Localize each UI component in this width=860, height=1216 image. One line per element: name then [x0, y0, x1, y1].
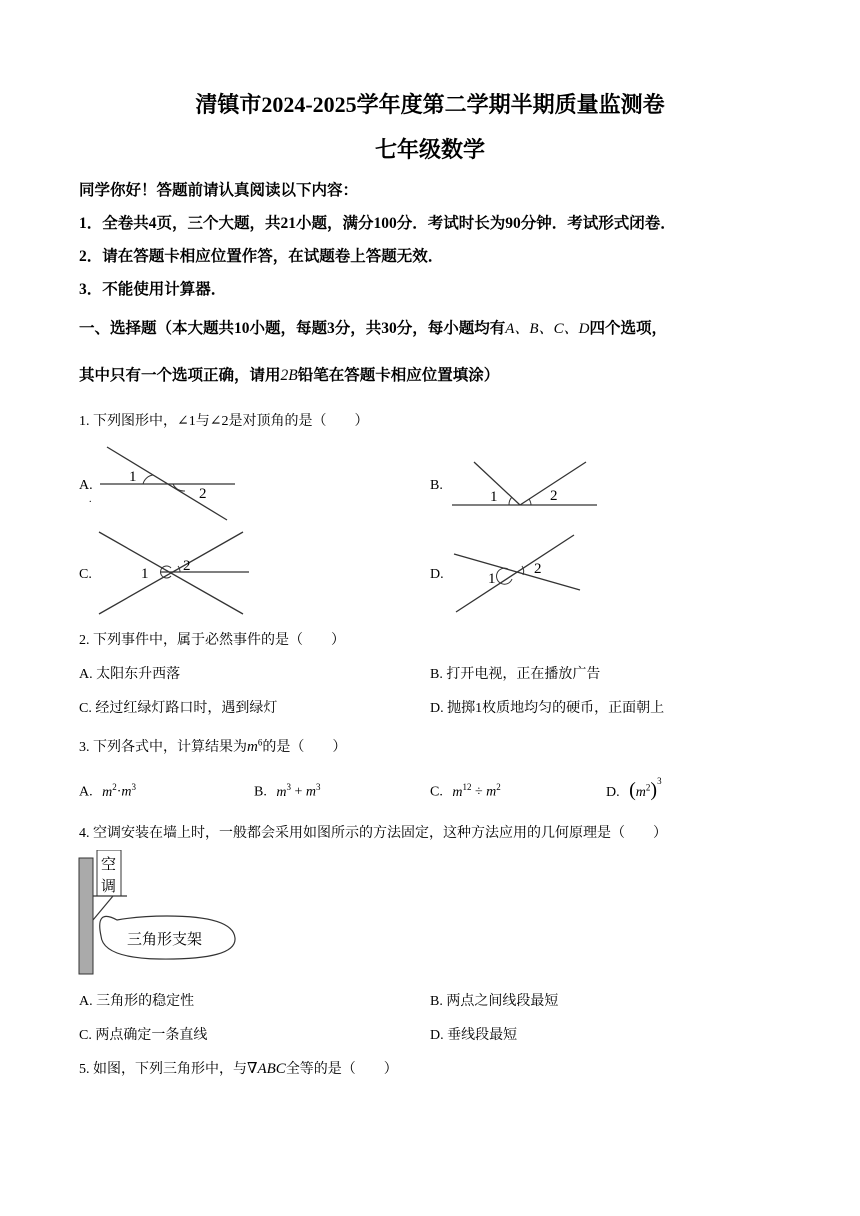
pencil-type: 2B	[280, 367, 298, 384]
q3-option-b: B. $m^3 + m^3$	[254, 782, 321, 800]
q2-stem: 2. 下列事件中，属于必然事件的是（ ）	[79, 633, 345, 648]
exam-title: 清镇市2024-2025学年度第二学期半期质量监测卷	[195, 92, 665, 117]
q3-option-d: D. $(m^2)^3$	[606, 776, 662, 801]
svg-text:1: 1	[490, 489, 498, 505]
instruction-item-2: 2．请在答题卡相应位置作答，在试题卷上答题无效．	[79, 248, 444, 265]
q4-stem: 4. 空调安装在墙上时，一般都会采用如图所示的方法固定，这种方法应用的几何原理是（ ）	[79, 826, 667, 841]
ac-label-char-2: 调	[101, 879, 117, 895]
q5-stem: 5. 如图，下列三角形中，与∇ABC全等的是（ ）	[79, 1061, 398, 1077]
q3-option-a: A. $m^2\cdot m^3$	[79, 782, 137, 800]
q1-figure-d	[450, 530, 590, 616]
q2-option-c: C. 经过红绿灯路口时，遇到绿灯	[79, 701, 278, 716]
q1-figure-a	[95, 444, 245, 524]
q3-option-c: C. $m^{12} \div m^2$	[430, 782, 501, 800]
q4-option-a: A. 三角形的稳定性	[79, 994, 195, 1009]
svg-text:2: 2	[183, 558, 191, 574]
q4-figure-ac-bracket	[77, 850, 247, 980]
q3-stem: 3. 下列各式中，计算结果为$m^6$的是（ ）	[79, 737, 347, 755]
q1-option-c-label: C.	[79, 567, 92, 582]
q1-option-a-label: A.	[79, 478, 93, 493]
q1-dot: .	[89, 494, 92, 505]
angle-2-label: 2	[199, 486, 207, 502]
q1-stem: 1. 下列图形中，∠1与∠2是对顶角的是（ ）	[79, 414, 369, 429]
option-letters: A、B、C、D	[505, 321, 590, 337]
q1-option-b-label: B.	[430, 478, 443, 493]
instructions-greeting: 同学你好！答题前请认真阅读以下内容：	[79, 182, 359, 199]
q4-option-b: B. 两点之间线段最短	[430, 994, 559, 1009]
q4-option-c: C. 两点确定一条直线	[79, 1028, 208, 1043]
q1-figure-c	[95, 524, 255, 619]
bubble-text: 三角形支架	[127, 932, 203, 948]
section-heading-line2: 其中只有一个选项正确，请用2B铅笔在答题卡相应位置填涂）	[79, 367, 500, 384]
q2-option-b: B. 打开电视，正在播放广告	[430, 667, 601, 682]
q1-option-d-label: D.	[430, 567, 444, 582]
q2-option-d: D. 抛掷1枚质地均匀的硬币，正面朝上	[430, 701, 665, 716]
svg-text:2: 2	[550, 488, 558, 504]
q4-option-d: D. 垂线段最短	[430, 1028, 518, 1043]
section-heading-line1: 一、选择题（本大题共10小题，每题3分，共30分，每小题均有A、B、C、D四个选项，	[79, 320, 667, 337]
q2-option-a: A. 太阳东升西落	[79, 667, 181, 682]
angle-1-label: 1	[129, 469, 137, 485]
svg-text:2: 2	[534, 561, 542, 577]
svg-text:1: 1	[488, 571, 496, 587]
svg-text:1: 1	[141, 566, 149, 582]
ac-label-char-1: 空	[101, 857, 117, 873]
q1-figure-b	[450, 458, 600, 510]
instruction-item-1: 1．全卷共4页，三个大题，共21小题，满分100分．考试时长为90分钟．考试形式闭卷．	[79, 215, 676, 232]
exam-subtitle: 七年级数学	[374, 137, 485, 162]
instruction-item-3: 3．不能使用计算器．	[79, 281, 227, 298]
